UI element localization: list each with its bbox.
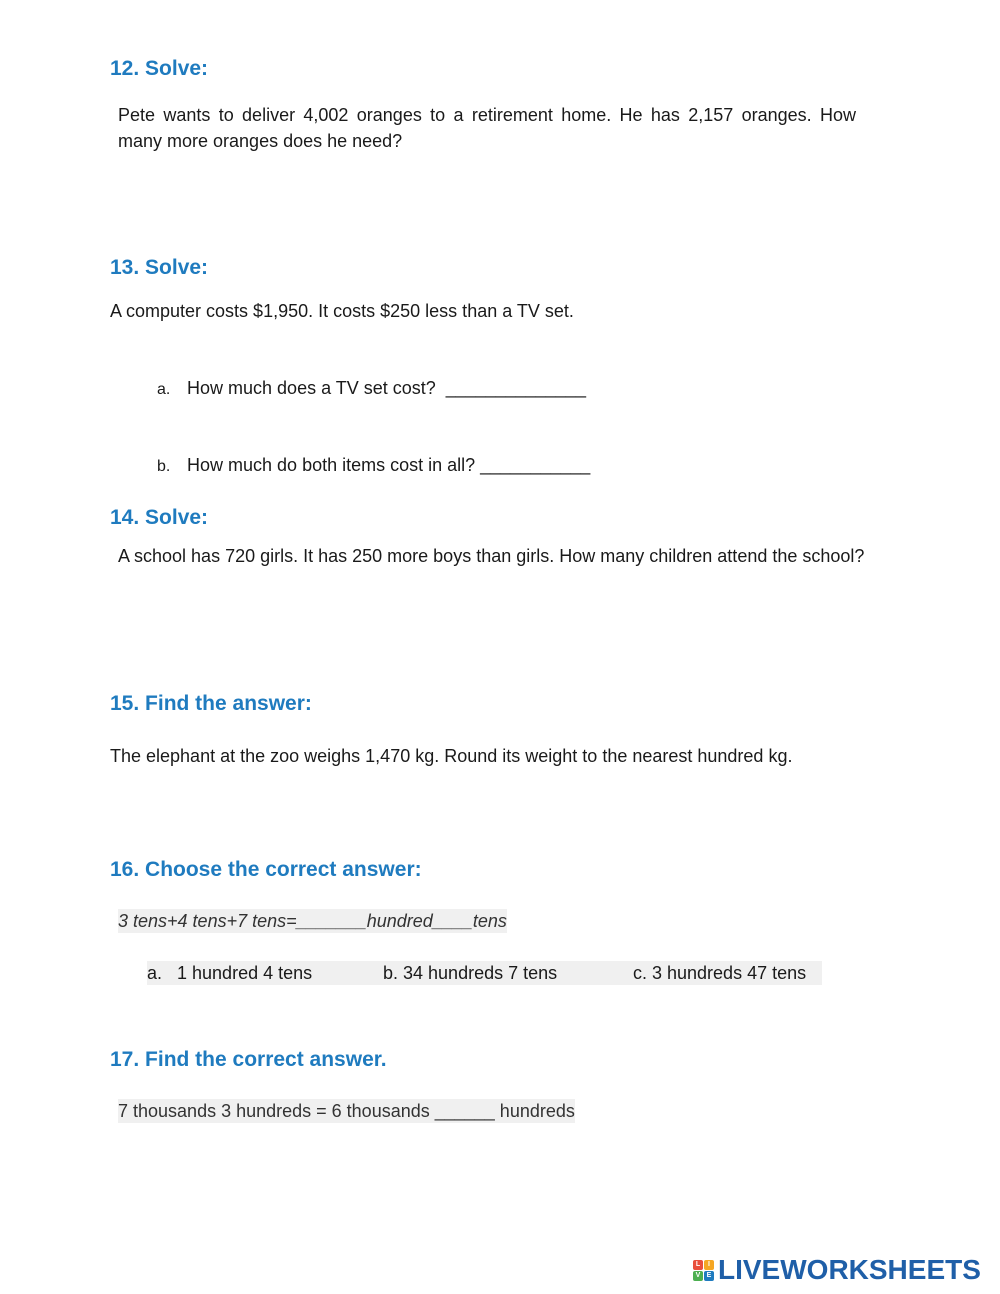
q13-sub-b-letter: b. (157, 458, 171, 475)
q13-sub-a (147, 349, 586, 403)
q14-title: 14. Solve: (110, 506, 209, 529)
logo-mark-cell: V (693, 1271, 703, 1281)
q17-title: 17. Find the correct answer. (110, 1048, 387, 1071)
q16-title: 16. Choose the correct answer: (110, 858, 422, 881)
q13-sub-b-text: How much do both items cost in all? ___________ (187, 455, 591, 475)
q13-sub-b (147, 426, 590, 480)
logo-mark-cell: E (704, 1271, 714, 1281)
logo-mark-cell: I (704, 1260, 714, 1270)
logo-mark-icon (693, 1260, 714, 1281)
q16-prompt: 3 tens+4 tens+7 tens=_______hundred____tens (118, 911, 507, 931)
q12-body: Pete wants to deliver 4,002 oranges to a retirement home. He has 2,157 oranges. How many more oranges does he need? (118, 105, 856, 151)
q13-sub-a-letter: a. (157, 381, 171, 398)
q16-option-b[interactable]: b. 34 hundreds 7 tens (383, 963, 558, 983)
q13-title: 13. Solve: (110, 256, 209, 279)
q14-body: A school has 720 girls. It has 250 more boys than girls. How many children attend the school? (118, 546, 865, 566)
liveworksheets-logo (693, 1255, 981, 1285)
q12-title: 12. Solve: (110, 57, 209, 80)
q13-sub-a-text: How much does a TV set cost? ______________ (187, 378, 586, 398)
logo-text: LIVEWORKSHEETS (718, 1254, 981, 1285)
q15-body: The elephant at the zoo weighs 1,470 kg. Round its weight to the nearest hundred kg. (110, 746, 793, 766)
q17-prompt: 7 thousands 3 hundreds = 6 thousands ______ hundreds (118, 1101, 575, 1121)
q16-option-a[interactable]: a. 1 hundred 4 tens (147, 963, 313, 983)
logo-mark-cell: L (693, 1260, 703, 1270)
q16-options (147, 961, 822, 985)
q15-title: 15. Find the answer: (110, 692, 312, 715)
q13-body: A computer costs $1,950. It costs $250 less than a TV set. (110, 301, 574, 321)
q16-option-c[interactable]: c. 3 hundreds 47 tens (633, 963, 807, 983)
